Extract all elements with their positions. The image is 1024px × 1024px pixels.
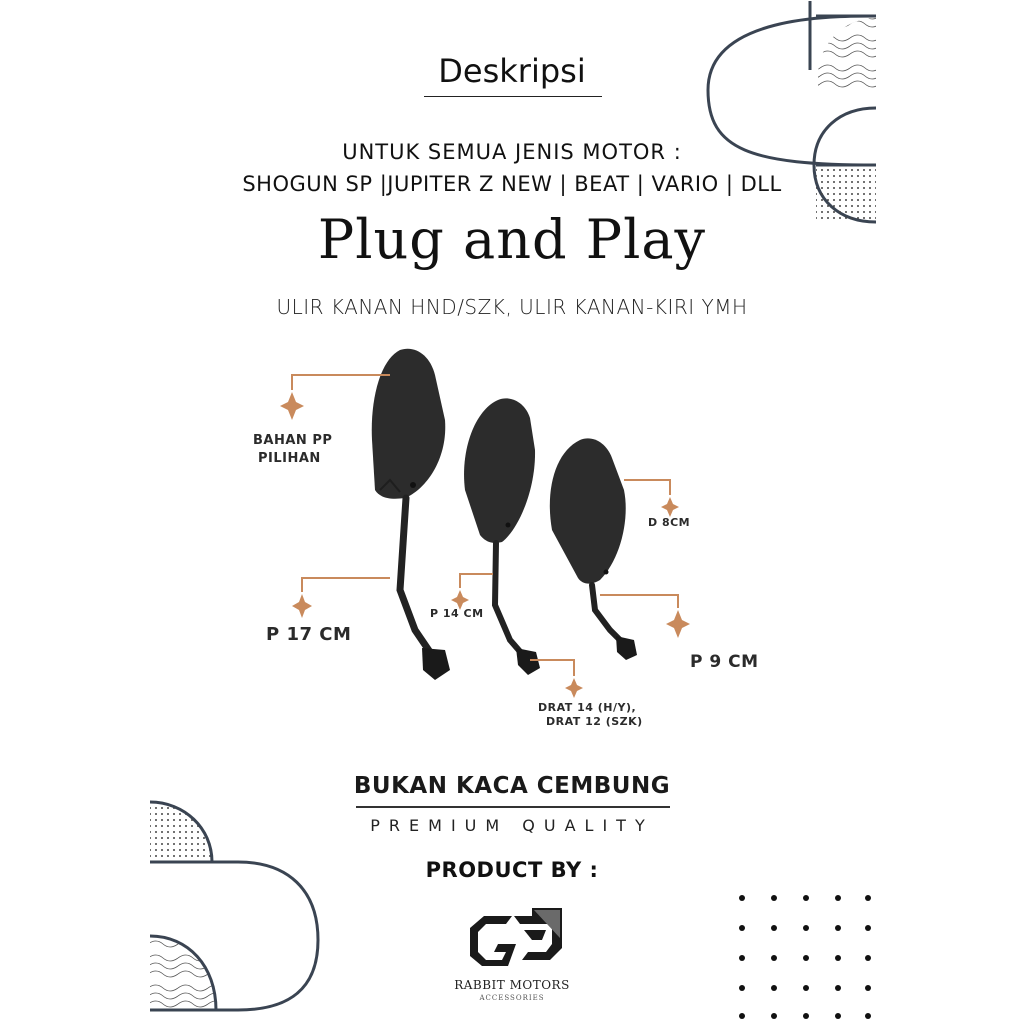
sparkle-icon [565, 678, 583, 698]
brand-subtitle: ACCESSORIES [479, 994, 545, 1002]
tagline: Plug and Play [317, 208, 707, 271]
product-illustration [240, 340, 800, 740]
product-by-label: PRODUCT BY : [425, 858, 599, 882]
heading-underline [424, 96, 602, 97]
sparkle-icon [292, 594, 312, 618]
callout-p14: P 14 CM [430, 607, 484, 620]
mirror-large [372, 349, 450, 680]
callout-d8: D 8CM [648, 516, 691, 529]
notice-underline [356, 806, 670, 808]
mirror-medium [464, 398, 540, 675]
brand-name: RABBIT MOTORS [454, 978, 570, 992]
section-heading: Deskripsi [438, 52, 586, 90]
compatibility-line-2: SHOGUN SP |JUPITER Z NEW | BEAT | VARIO | DLL [242, 172, 782, 196]
compatibility-line-1: UNTUK SEMUA JENIS MOTOR : [342, 140, 682, 164]
thread-info: ULIR KANAN HND/SZK, ULIR KANAN-KIRI YMH [276, 295, 748, 319]
decor-dot-grid [730, 886, 880, 1024]
sparkle-icon [280, 392, 304, 420]
quality-text: PREMIUM QUALITY [370, 816, 654, 835]
notice-text: BUKAN KACA CEMBUNG [353, 773, 671, 799]
sparkle-icon [666, 610, 690, 638]
callout-p9: P 9 CM [690, 652, 759, 672]
callout-p17: P 17 CM [266, 624, 352, 645]
callout-material-line-1: BAHAN PP [253, 433, 333, 448]
callout-drat-line-1: DRAT 14 (H/Y), [538, 701, 637, 714]
callout-material-line-2: PILIHAN [258, 451, 321, 466]
mirror-small [550, 438, 637, 660]
callout-drat-line-2: DRAT 12 (SZK) [546, 715, 643, 728]
sparkle-icon [661, 497, 679, 517]
brand-logo [462, 908, 562, 972]
